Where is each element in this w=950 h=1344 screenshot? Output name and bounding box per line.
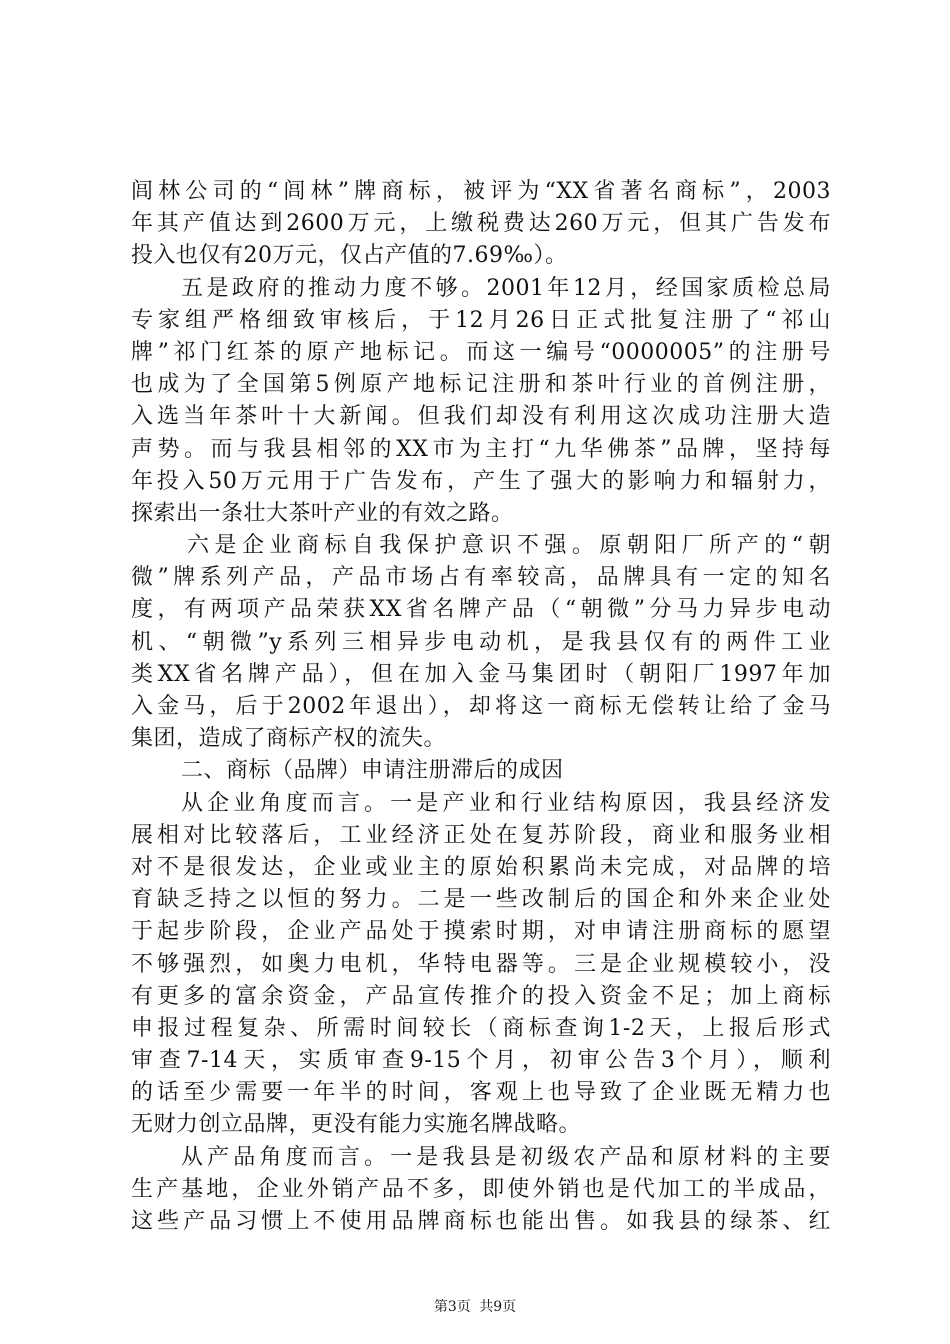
text-line: 牌”祁门红茶的原产地标记。而这一编号“0000005”的注册号	[131, 339, 831, 365]
text-line: 入选当年茶叶十大新闻。但我们却没有利用这次成功注册大造	[131, 404, 831, 430]
text-line: 也成为了全国第5例原产地标记注册和茶叶行业的首例注册，	[131, 372, 831, 398]
text-line: 于起步阶段，企业产品处于摸索时期，对申请注册商标的愿望	[131, 919, 831, 945]
text-line: 入金马，后于2002年退出），却将这一商标无偿转让给了金马	[131, 694, 831, 719]
paragraph-start-line: 六是企业商标自我保护意识不强。原朝阳厂所产的“朝	[187, 533, 831, 559]
text-line: 这些产品习惯上不使用品牌商标也能出售。如我县的绿茶、红	[131, 1209, 831, 1234]
page-footer: 第3页 共9页	[433, 1299, 517, 1315]
text-line: 年其产值达到2600万元，上缴税费达260万元，但其广告发布	[131, 211, 831, 237]
text-line: 的话至少需要一年半的时间，客观上也导致了企业既无精力也	[131, 1080, 831, 1106]
text-line: 闾林公司的“闾林”牌商标，被评为“XX省著名商标”，2003	[131, 179, 831, 204]
text-line: 无财力创立品牌，更没有能力实施名牌战略。	[131, 1112, 582, 1138]
text-line: 生产基地，企业外销产品不多，即使外销也是代加工的半成品，	[131, 1176, 831, 1202]
text-line: 审查7-14天，实质审查9-15个月，初审公告3个月），顺利	[131, 1048, 831, 1074]
section-heading: 二、商标（品牌）申请注册滞后的成因	[181, 758, 564, 784]
text-line: 对不是很发达，企业或业主的原始积累尚未完成，对品牌的培	[131, 854, 831, 880]
text-line: 申报过程复杂、所需时间较长（商标查询1-2天，上报后形式	[131, 1015, 831, 1041]
text-line: 年投入50万元用于广告发布，产生了强大的影响力和辐射力，	[131, 468, 831, 494]
text-line: 专家组严格细致审核后，于12月26日正式批复注册了“祁山	[131, 307, 831, 333]
text-line: 类XX省名牌产品），但在加入金马集团时（朝阳厂1997年加	[131, 661, 831, 687]
paragraph-start-line: 从企业角度而言。一是产业和行业结构原因，我县经济发	[181, 790, 831, 816]
text-line: 展相对比较落后，工业经济正处在复苏阶段，商业和服务业相	[131, 822, 831, 848]
text-line: 不够强烈，如奥力电机，华特电器等。三是企业规模较小，没	[131, 951, 831, 977]
text-line: 机、“朝微”y系列三相异步电动机，是我县仅有的两件工业	[131, 629, 831, 655]
text-line: 投入也仅有20万元，仅占产值的7.69‰）。	[131, 243, 568, 269]
text-line: 度，有两项产品荣获XX省名牌产品（“朝微”分马力异步电动	[131, 597, 831, 623]
document-body	[131, 176, 831, 1238]
text-line: 育缺乏持之以恒的努力。二是一些改制后的国企和外来企业处	[131, 887, 831, 913]
text-line: 探索出一条壮大茶叶产业的有效之路。	[131, 500, 514, 526]
paragraph-start-line: 五是政府的推动力度不够。2001年12月，经国家质检总局	[181, 275, 831, 301]
paragraph-start-line: 从产品角度而言。一是我县是初级农产品和原材料的主要	[181, 1144, 831, 1170]
text-line: 集团，造成了商标产权的流失。	[131, 726, 447, 752]
text-line: 有更多的富余资金，产品宣传推介的投入资金不足；加上商标	[131, 983, 831, 1009]
text-line: 微”牌系列产品，产品市场占有率较高，品牌具有一定的知名	[131, 565, 831, 591]
text-line: 声势。而与我县相邻的XX市为主打“九华佛茶”品牌，坚持每	[131, 436, 831, 462]
